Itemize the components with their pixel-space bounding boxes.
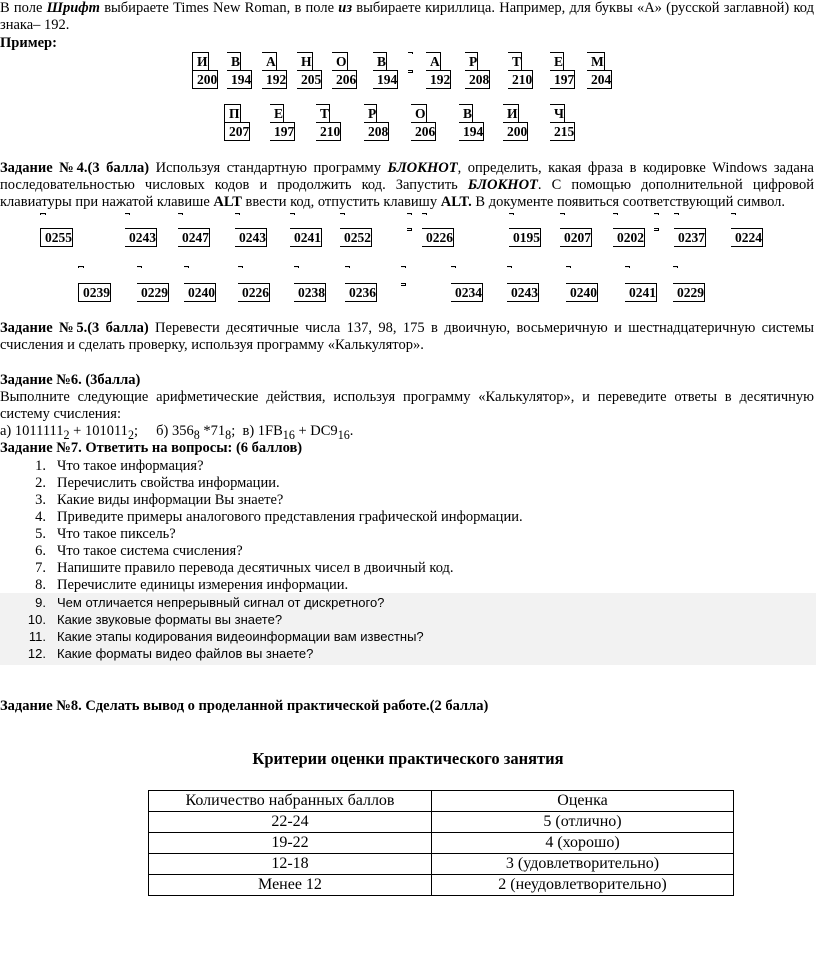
expr-c: ; в) 1FB xyxy=(231,423,283,439)
example-table1-letters-cell: Н xyxy=(297,52,313,70)
task4-notepad-1: БЛОКНОТ xyxy=(387,160,458,176)
code-table1-codes-cell: 0243 xyxy=(235,228,267,247)
code-table2-codes-cell: 0241 xyxy=(625,283,657,302)
question-text: Перечислите единицы измерения информации. xyxy=(57,577,349,593)
example-table1-codes-cell: 194 xyxy=(373,70,398,89)
task4-label: Задание №4.(3 балла) xyxy=(0,160,150,176)
example-table2-letters-cell: И xyxy=(503,104,519,122)
code-table1-top-cell xyxy=(731,213,736,215)
code-table2-top-cell xyxy=(137,266,142,268)
code-table1-top-cell xyxy=(654,213,659,215)
code-table2-top-cell xyxy=(566,266,571,268)
question-item xyxy=(20,543,800,560)
example-table1-codes-cell: 205 xyxy=(297,70,322,89)
intro-text-1: В поле xyxy=(0,0,47,16)
example-table2-codes-cell: 206 xyxy=(411,122,436,141)
task4-text-3: . С помощью дополнительной цифровой клавиатуры при нажатой клавише xyxy=(0,177,814,210)
question-item xyxy=(20,645,800,662)
example-table1-codes-cell: 194 xyxy=(227,70,252,89)
question-number: 11. xyxy=(28,629,46,644)
task4-text-2: , определить, какая фраза в кодировке Windows задана последовательностью числовых кодов и продолжить код. Запустить xyxy=(0,160,814,193)
code-table2-top-cell xyxy=(507,266,512,268)
expr-c-base-2: 16 xyxy=(337,427,350,442)
code-table2-top-cell xyxy=(78,266,84,268)
expr-b-base-2: 8 xyxy=(225,427,232,442)
criteria-row xyxy=(149,812,734,833)
code-table2-codes-cell: 0234 xyxy=(451,283,483,302)
question-number: 7. xyxy=(35,560,46,576)
code-table2-top-cell xyxy=(294,266,299,268)
question-item xyxy=(20,526,800,543)
code-table2-codes-cell: 0240 xyxy=(566,283,598,302)
example-table-2 xyxy=(224,104,597,140)
question-item xyxy=(20,560,800,577)
criteria-grade-cell: 5 (отлично) xyxy=(432,812,734,833)
intro-word-font: Шрифт xyxy=(46,0,100,16)
example-table2-codes-cell: 208 xyxy=(364,122,389,141)
question-text: Приведите примеры аналогового представления графической информации. xyxy=(57,509,523,525)
example-table2-letters-cell: Е xyxy=(270,104,284,122)
code-table1-codes-cell xyxy=(654,228,659,231)
question-number: 1. xyxy=(35,458,46,474)
question-text: Чем отличается непрерывный сигнал от дискретного? xyxy=(57,595,385,610)
code-table-1 xyxy=(40,213,785,246)
code-table1-codes-cell: 0207 xyxy=(560,228,592,247)
code-table1-top-cell xyxy=(340,213,345,215)
expr-b-mid: *71 xyxy=(199,423,226,439)
code-table2-top-cell xyxy=(345,266,350,268)
code-table1-top-cell xyxy=(407,213,412,215)
example-table1-codes-cell: 192 xyxy=(262,70,287,89)
code-table1-codes-cell: 0247 xyxy=(178,228,210,247)
code-table1-top-cell xyxy=(40,213,46,215)
code-table2-top-cell xyxy=(238,266,243,268)
task4-text-4: ввести код, отпустить клавишу xyxy=(241,194,441,210)
task8-label: Задание №8. Сделать вывод о проделанной практической работе.(2 балла) xyxy=(0,698,489,714)
code-table2-codes-cell: 0239 xyxy=(78,283,111,302)
code-table2-top-cell xyxy=(184,266,189,268)
example-table-1 xyxy=(192,52,624,88)
question-text: Какие виды информации Вы знаете? xyxy=(57,492,284,508)
code-table1-codes-cell: 0241 xyxy=(290,228,322,247)
question-item xyxy=(20,594,800,611)
question-number: 8. xyxy=(35,577,46,593)
example-table1-letters-cell: М xyxy=(587,52,605,70)
criteria-header-cell: Оценка xyxy=(432,791,734,812)
example-table1-letters-cell: Т xyxy=(508,52,522,70)
criteria-grade-cell: 4 (хорошо) xyxy=(432,833,734,854)
example-table2-codes-cell: 197 xyxy=(270,122,295,141)
code-table-2 xyxy=(78,266,728,301)
task5-paragraph xyxy=(0,320,814,354)
code-table1-codes-cell: 0243 xyxy=(125,228,157,247)
example-table2-letters-cell: О xyxy=(411,104,427,122)
intro-text-3: выбираете кириллица. Например, для буквы «А» (русской заглавной) код знака– 192. xyxy=(0,0,814,33)
code-table1-codes-cell: 0255 xyxy=(40,228,73,247)
code-table2-codes-cell: 0229 xyxy=(673,283,705,302)
task4-alt-1: ALT xyxy=(213,194,242,210)
example-table2-codes-cell: 194 xyxy=(459,122,484,141)
question-number: 10. xyxy=(27,612,46,627)
code-table2-codes-cell: 0226 xyxy=(238,283,270,302)
question-item xyxy=(20,509,800,526)
expr-b: ; б) 356 xyxy=(133,423,194,439)
example-table2-codes-cell: 200 xyxy=(503,122,528,141)
code-table1-top-cell xyxy=(422,213,427,215)
example-table2-letters-cell: Р xyxy=(364,104,377,122)
question-text: Какие звуковые форматы вы знаете? xyxy=(57,612,283,627)
intro-paragraph xyxy=(0,0,814,34)
example-table1-codes-cell: 204 xyxy=(587,70,612,89)
expr-b-base-1: 8 xyxy=(193,427,200,442)
question-number: 3. xyxy=(35,492,46,508)
expr-c-end: . xyxy=(349,423,354,439)
code-table2-codes-cell: 0238 xyxy=(294,283,326,302)
question-item xyxy=(20,577,800,594)
task4-text-5: В документе появиться соответствующий символ. xyxy=(471,194,786,210)
code-table2-codes-cell: 0229 xyxy=(137,283,169,302)
expr-a: а) 1011111 xyxy=(0,423,64,439)
task6-text: Выполните следующие арифметические действия, используя программу «Калькулятор», и переведите ответы в десятичную систему счисления: xyxy=(0,389,814,422)
question-number: 4. xyxy=(35,509,46,525)
question-text: Что такое пиксель? xyxy=(57,526,176,542)
task4-paragraph xyxy=(0,160,814,211)
example-table1-codes-cell: 200 xyxy=(192,70,218,89)
task6-label: Задание №6. (3балла) xyxy=(0,372,141,388)
question-text: Напишите правило перевода десятичных чисел в двоичный код. xyxy=(57,560,454,576)
code-table2-codes-cell: 0240 xyxy=(184,283,216,302)
criteria-grade-cell: 3 (удовлетворительно) xyxy=(432,854,734,875)
criteria-row xyxy=(149,875,734,896)
code-table1-codes-cell: 0224 xyxy=(731,228,763,247)
code-table2-codes-cell xyxy=(401,283,406,286)
question-item xyxy=(20,611,800,628)
intro-text-2: выбираете Times New Roman, в поле xyxy=(99,0,339,16)
intro-word-from: из xyxy=(338,0,353,16)
code-table1-codes-cell: 0237 xyxy=(674,228,706,247)
code-table1-top-cell xyxy=(613,213,618,215)
example-table2-codes-cell: 207 xyxy=(224,122,250,141)
task4-alt-2: ALT. xyxy=(440,194,472,210)
code-table2-top-cell xyxy=(451,266,456,268)
expr-a-base-2: 2 xyxy=(127,427,134,442)
question-text: Перечислить свойства информации. xyxy=(57,475,280,491)
example-table1-codes-cell xyxy=(408,70,413,73)
code-table1-top-cell xyxy=(674,213,679,215)
expr-a-mid: + 101011 xyxy=(69,423,128,439)
question-item xyxy=(20,458,800,475)
criteria-grade-cell: 2 (неудовлетворительно) xyxy=(432,875,734,896)
question-list xyxy=(20,458,800,662)
criteria-score-cell: 12-18 xyxy=(149,854,432,875)
question-item xyxy=(20,492,800,509)
example-table2-letters-cell: В xyxy=(459,104,473,122)
example-table1-codes-cell: 192 xyxy=(426,70,451,89)
question-text: Какие форматы видео файлов вы знаете? xyxy=(57,646,314,661)
example-table1-codes-cell: 210 xyxy=(508,70,533,89)
criteria-score-cell: Менее 12 xyxy=(149,875,432,896)
criteria-score-cell: 19-22 xyxy=(149,833,432,854)
question-number: 6. xyxy=(35,543,46,559)
example-table1-letters-cell: А xyxy=(262,52,277,70)
code-table1-codes-cell: 0195 xyxy=(509,228,541,247)
example-table1-letters-cell: Е xyxy=(550,52,564,70)
code-table2-codes-cell: 0236 xyxy=(345,283,377,302)
example-table1-letters-cell: И xyxy=(192,52,209,70)
code-table1-top-cell xyxy=(235,213,240,215)
expr-a-base-1: 2 xyxy=(63,427,70,442)
code-table2-top-cell xyxy=(625,266,630,268)
criteria-header-cell: Количество набранных баллов xyxy=(149,791,432,812)
example-table1-codes-cell: 208 xyxy=(465,70,490,89)
question-number: 2. xyxy=(35,475,46,491)
example-table2-codes-cell: 210 xyxy=(316,122,341,141)
question-text: Что такое информация? xyxy=(57,458,204,474)
example-table1-letters-cell xyxy=(408,52,413,54)
criteria-title: Критерии оценки практического занятия xyxy=(252,749,564,768)
code-table1-codes-cell xyxy=(407,228,412,231)
code-table2-top-cell xyxy=(673,266,678,268)
code-table1-top-cell xyxy=(560,213,565,215)
code-table1-codes-cell: 0226 xyxy=(422,228,454,247)
question-number: 12. xyxy=(27,646,46,661)
code-table1-codes-cell: 0252 xyxy=(340,228,372,247)
example-table1-letters-cell: В xyxy=(227,52,241,70)
task7-label: Задание №7. Ответить на вопросы: (6 баллов) xyxy=(0,440,303,456)
example-table1-letters-cell: А xyxy=(426,52,441,70)
question-number: 5. xyxy=(35,526,46,542)
expr-c-mid: + DC9 xyxy=(294,423,338,439)
example-table1-letters-cell: О xyxy=(332,52,348,70)
criteria-row xyxy=(149,833,734,854)
example-label: Пример: xyxy=(0,35,57,51)
code-table1-top-cell xyxy=(290,213,295,215)
question-item xyxy=(20,628,800,645)
code-table2-codes-cell: 0243 xyxy=(507,283,539,302)
question-text: Какие этапы кодирования видеоинформации вам известны? xyxy=(57,629,424,644)
task5-text: Перевести десятичные числа 137, 98, 175 в двоичную, восьмеричную и шестнадцатеричную системы счисления и сделать проверку, используя программу «Калькулятор». xyxy=(0,320,815,353)
example-table2-letters-cell: Ч xyxy=(550,104,565,122)
criteria-score-cell: 22-24 xyxy=(149,812,432,833)
task4-text-1: Используя стандартную программу xyxy=(149,160,388,176)
question-number: 9. xyxy=(35,595,46,610)
example-table1-letters-cell: Р xyxy=(465,52,478,70)
code-table1-top-cell xyxy=(125,213,130,215)
task4-notepad-2: БЛОКНОТ xyxy=(467,177,538,193)
example-table2-codes-cell: 215 xyxy=(550,122,575,141)
expr-c-base-1: 16 xyxy=(282,427,295,442)
question-text: Что такое система счисления? xyxy=(57,543,243,559)
code-table1-top-cell xyxy=(178,213,183,215)
criteria-header-row xyxy=(149,791,734,812)
criteria-row xyxy=(149,854,734,875)
example-table2-letters-cell: Т xyxy=(316,104,330,122)
example-table1-codes-cell: 206 xyxy=(332,70,357,89)
criteria-table xyxy=(148,790,734,896)
example-table2-letters-cell: П xyxy=(224,104,241,122)
task5-label: Задание №5.(3 балла) xyxy=(0,320,149,336)
example-table1-codes-cell: 197 xyxy=(550,70,575,89)
code-table1-top-cell xyxy=(509,213,514,215)
code-table2-top-cell xyxy=(401,266,406,268)
question-item xyxy=(20,475,800,492)
example-table1-letters-cell: В xyxy=(373,52,387,70)
code-table1-codes-cell: 0202 xyxy=(613,228,645,247)
